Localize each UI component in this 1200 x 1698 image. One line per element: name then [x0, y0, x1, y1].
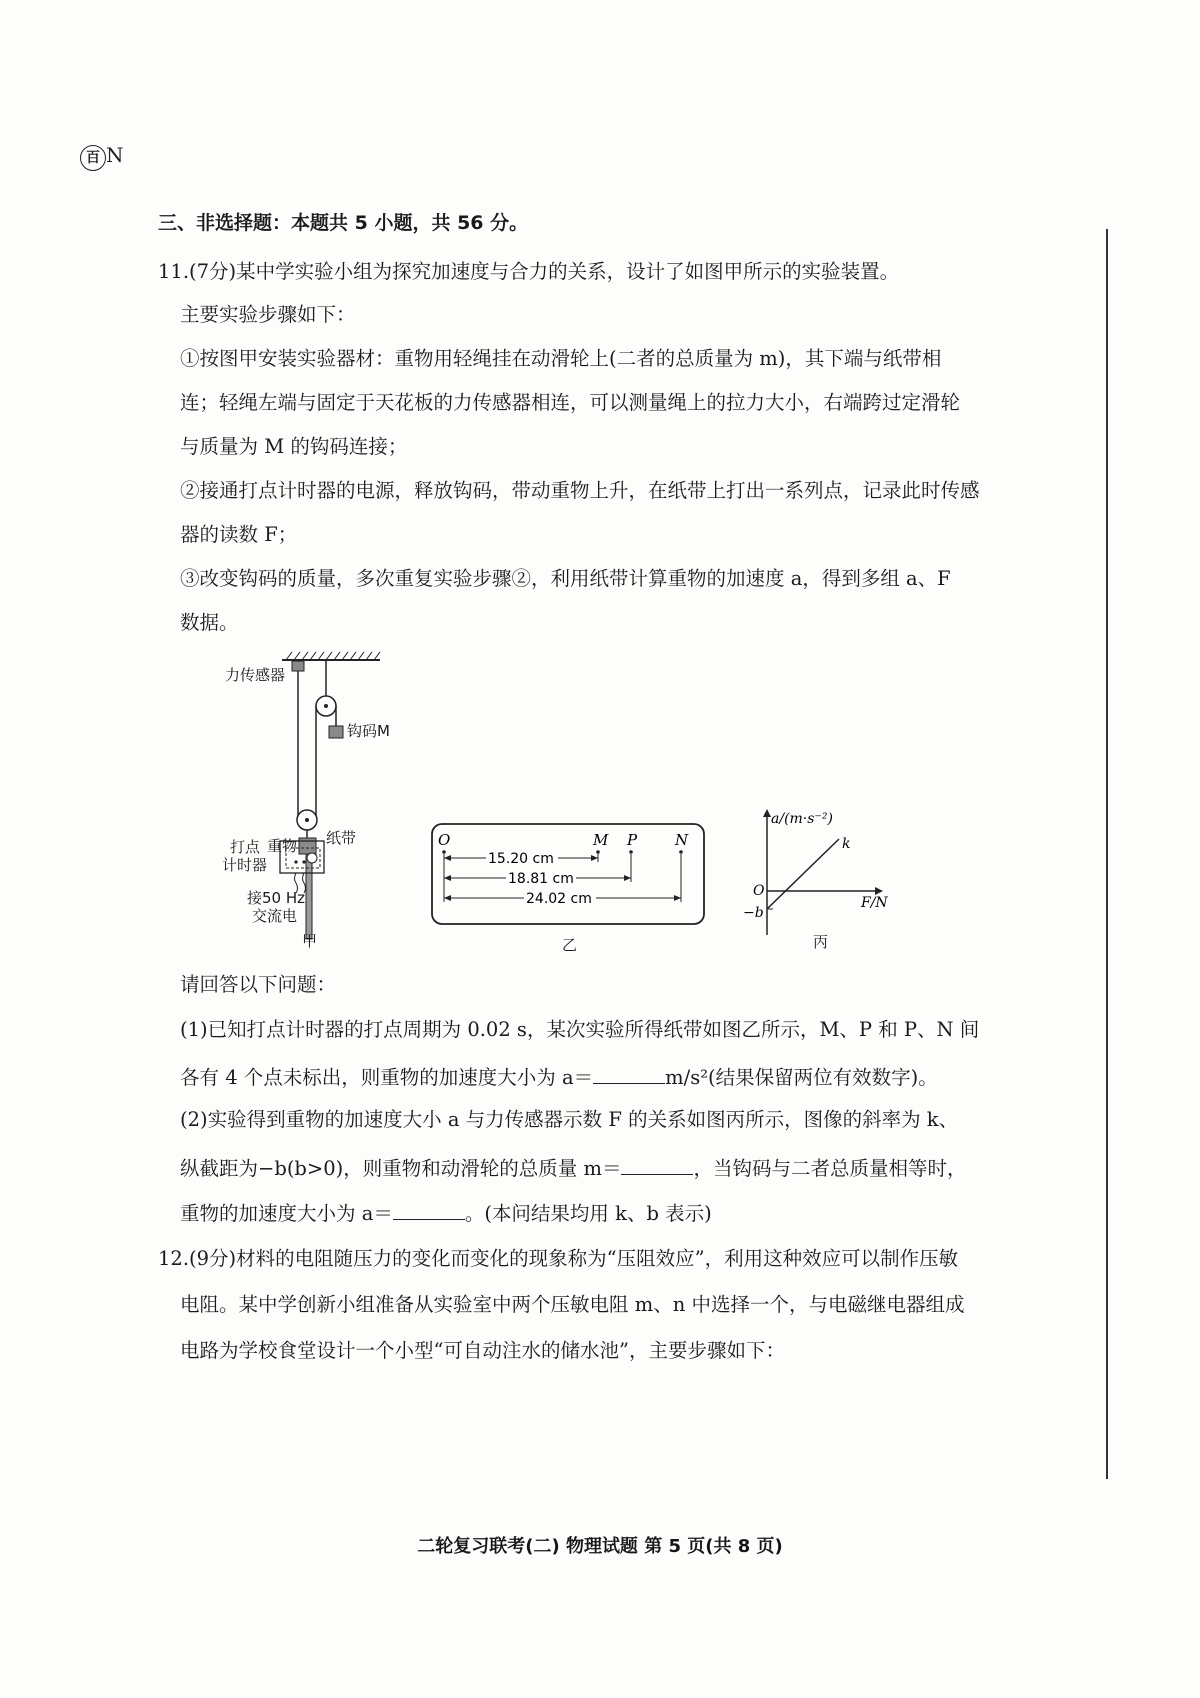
q12-line1: 12.(9分)材料的电阻随压力的变化而变化的现象称为“压阻效应”，利用这种效应可以制作压敏: [158, 1247, 959, 1270]
q11-part1-line2-a: 各有 4 个点未标出，则重物的加速度大小为 a＝: [180, 1066, 594, 1089]
answer-prompt: 请回答以下问题：: [180, 973, 337, 996]
page-footer: 二轮复习联考(二) 物理试题 第 5 页(共 8 页): [417, 1536, 783, 1557]
section-heading: 三、非选择题：本题共 5 小题，共 56 分。: [158, 212, 529, 234]
caption-bing: 丙: [813, 933, 829, 951]
q11-step3-line1: ③改变钩码的质量，多次重复实验步骤②，利用纸带计算重物的加速度 a，得到多组 a、F: [180, 567, 951, 590]
figure-jia-apparatus: [212, 648, 392, 953]
q11-step1-line2: 连；轻绳左端与固定于天花板的力传感器相连，可以测量绳上的拉力大小，右端跨过定滑轮: [180, 391, 961, 414]
graph-line: [767, 839, 839, 909]
q11-part1-line2: [180, 1065, 938, 1088]
distance-on: 24.02 cm: [526, 891, 592, 907]
margin-line: [1106, 229, 1108, 1479]
point-p: [629, 850, 633, 854]
q11-part2-line3-a: 重物的加速度大小为 a＝: [180, 1202, 393, 1225]
point-n-label: N: [675, 831, 689, 849]
point-m-label: M: [593, 831, 609, 849]
caption-yi: 乙: [562, 936, 578, 954]
q11-step3-line2: 数据。: [180, 611, 239, 634]
point-m: [596, 850, 600, 854]
label-power-line1: 接50 Hz: [247, 889, 306, 907]
caption-jia: 甲: [302, 932, 318, 950]
q11-part1-line2-b: m/s²(结果保留两位有效数字)。: [665, 1066, 938, 1089]
q11-steps-title: 主要实验步骤如下：: [180, 303, 356, 326]
q11-step1-line1: ①按图甲安装实验器材：重物用轻绳挂在动滑轮上(二者的总质量为 m)，其下端与纸带相: [180, 347, 942, 370]
q11-step2-line2: 器的读数 F；: [180, 523, 298, 546]
point-n: [679, 850, 683, 854]
slope-label: k: [842, 836, 851, 852]
label-timer-line1: 打点: [230, 838, 261, 856]
q11-part2-line3-b: 。(本问结果均用 k、b 表示): [464, 1202, 712, 1225]
answer-blank-accel-equal[interactable]: [393, 1201, 465, 1220]
circled-char: 百: [80, 145, 106, 171]
x-axis-label: F/N: [861, 895, 888, 911]
force-sensor-block: [292, 661, 304, 671]
q11-step1-line3: 与质量为 M 的钩码连接；: [180, 435, 408, 458]
origin-label: O: [753, 883, 765, 899]
figure-yi-tape: [428, 820, 708, 955]
paper-tape: [306, 854, 312, 939]
point-o: [442, 850, 446, 854]
distance-om: 15.20 cm: [488, 851, 554, 867]
q12-line3: 电路为学校食堂设计一个小型“可自动注水的储水池”，主要步骤如下：: [180, 1339, 785, 1362]
q11-part2-line2-a: 纵截距为−b(b>0)，则重物和动滑轮的总质量 m＝: [180, 1157, 622, 1180]
label-power-line2: 交流电: [252, 907, 298, 925]
label-force-sensor: 力传感器: [225, 666, 286, 684]
q11-part2-line3: [180, 1201, 712, 1224]
answer-blank-accel[interactable]: [593, 1065, 665, 1084]
q11-intro: 11.(7分)某中学实验小组为探究加速度与合力的关系，设计了如图甲所示的实验装置。: [158, 260, 900, 283]
distance-op: 18.81 cm: [508, 871, 574, 887]
y-axis-label: a/(m·s⁻²): [771, 811, 833, 827]
q11-part2-line2: [180, 1156, 966, 1179]
intercept-label: −b: [743, 905, 764, 921]
point-p-label: P: [627, 831, 638, 849]
badge-letter: N: [106, 143, 124, 167]
point-o-label: O: [438, 831, 451, 849]
q11-part2-line2-b: ，当钩码与二者总质量相等时，: [693, 1157, 967, 1180]
answer-blank-mass[interactable]: [621, 1156, 693, 1175]
label-hook-weight: 钩码M: [347, 722, 390, 740]
q12-line2: 电阻。某中学创新小组准备从实验室中两个压敏电阻 m、n 中选择一个，与电磁继电器组成: [180, 1293, 965, 1316]
q11-part2-line1: (2)实验得到重物的加速度大小 a 与力传感器示数 F 的关系如图丙所示，图像的斜率为 k、: [180, 1108, 959, 1131]
header-badge: [80, 143, 124, 171]
figure-bing-graph: [735, 805, 910, 955]
q11-part1-line1: (1)已知打点计时器的打点周期为 0.02 s，某次实验所得纸带如图乙所示，M、P 和 P、N 间: [180, 1018, 980, 1041]
label-tape: 纸带: [326, 829, 357, 847]
q11-step2-line1: ②接通打点计时器的电源，释放钩码，带动重物上升，在纸带上打出一系列点，记录此时传感: [180, 479, 980, 502]
label-timer-line2: 计时器: [222, 856, 268, 874]
label-weight: 重物: [267, 837, 298, 855]
hook-weight-block: [329, 726, 343, 738]
